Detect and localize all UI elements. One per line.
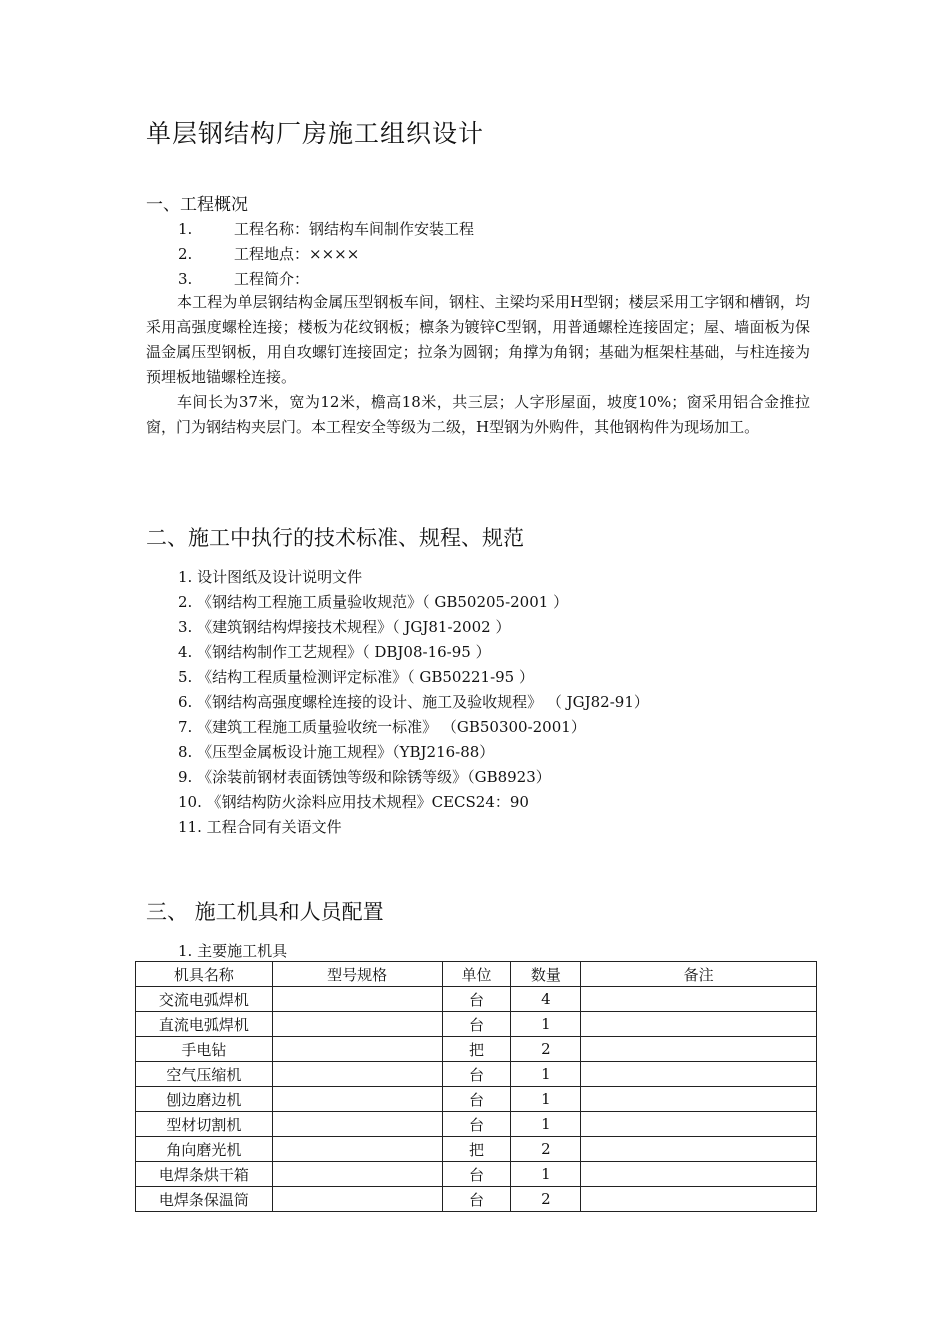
table-cell: 2	[511, 1137, 581, 1162]
table-row	[136, 1012, 817, 1037]
table-cell: 台	[442, 1187, 511, 1212]
table-cell	[272, 987, 442, 1012]
table-cell: 台	[442, 1012, 511, 1037]
table-cell	[581, 1112, 817, 1137]
column-header: 单位	[442, 962, 511, 987]
table-cell	[272, 1187, 442, 1212]
section1-item	[178, 243, 359, 264]
standard-item: 4. 《钢结构制作工艺规程》（ DBJ08-16-95 ）	[178, 643, 491, 661]
table-cell: 角向磨光机	[136, 1137, 273, 1162]
table-cell	[581, 1087, 817, 1112]
table-cell	[272, 1012, 442, 1037]
table-cell: 电焊条保温筒	[136, 1187, 273, 1212]
table-header-row	[136, 962, 817, 987]
section3-heading: 三、 施工机具和人员配置	[146, 900, 384, 924]
table-cell	[581, 1062, 817, 1087]
item-number: 1.	[178, 220, 193, 238]
table-cell: 1	[511, 1162, 581, 1187]
table-cell: 交流电弧焊机	[136, 987, 273, 1012]
overview-paragraph: 本工程为单层钢结构金属压型钢板车间，钢柱、主梁均采用H型钢；楼层采用工字钢和槽钢，均采用高强度螺栓连接；楼板为花纹钢板；檩条为镀锌C型钢，用普通螺栓连接固定；屋、墙面板为保温金属压型钢板，用自攻螺钉连接固定；拉条为圆钢；角撑为角钢；基础为框架柱基础，与柱连接为预埋板地锚螺栓连接。	[146, 293, 810, 386]
table-cell: 电焊条烘干箱	[136, 1162, 273, 1187]
item-text: 工程名称：钢结构车间制作安装工程	[234, 220, 475, 238]
table-row	[136, 1037, 817, 1062]
column-header: 数量	[511, 962, 581, 987]
column-header: 备注	[581, 962, 817, 987]
table-cell	[272, 1137, 442, 1162]
table-cell: 台	[442, 1112, 511, 1137]
standard-item: 11. 工程合同有关语文件	[178, 818, 342, 836]
standard-item: 2. 《钢结构工程施工质量验收规范》（ GB50205-2001 ）	[178, 593, 569, 611]
table-cell	[581, 1012, 817, 1037]
standard-item: 8. 《压型金属板设计施工规程》（YBJ216-88）	[178, 743, 495, 761]
table-cell	[581, 1162, 817, 1187]
standard-item: 1. 设计图纸及设计说明文件	[178, 568, 363, 586]
item-number: 3.	[178, 270, 193, 288]
table-cell: 1	[511, 1112, 581, 1137]
table-cell: 台	[442, 1062, 511, 1087]
table-cell: 4	[511, 987, 581, 1012]
standard-item: 5. 《结构工程质量检测评定标准》（ GB50221-95 ）	[178, 668, 534, 686]
table-row	[136, 1162, 817, 1187]
table-cell	[272, 1162, 442, 1187]
table-row	[136, 1137, 817, 1162]
table-cell	[272, 1087, 442, 1112]
column-header: 机具名称	[136, 962, 273, 987]
table-cell	[581, 1187, 817, 1212]
table-cell: 1	[511, 1012, 581, 1037]
document-title: 单层钢结构厂房施工组织设计	[146, 119, 485, 148]
item-text: 工程简介：	[234, 270, 310, 288]
table-row	[136, 987, 817, 1012]
table-cell: 型材切割机	[136, 1112, 273, 1137]
table-row	[136, 1187, 817, 1212]
column-header: 型号规格	[272, 962, 442, 987]
table-cell	[581, 1137, 817, 1162]
section1-heading: 一、工程概况	[146, 195, 248, 215]
table-row	[136, 1112, 817, 1137]
table-cell: 把	[442, 1137, 511, 1162]
tools-table	[135, 961, 817, 1212]
standard-item: 6. 《钢结构高强度螺栓连接的设计、施工及验收规程》 （ JGJ82-91）	[178, 693, 649, 711]
item-number: 2.	[178, 245, 193, 263]
standard-item: 9. 《涂装前钢材表面锈蚀等级和除锈等级》（GB8923）	[178, 768, 551, 786]
table-cell	[581, 1037, 817, 1062]
table-cell: 1	[511, 1087, 581, 1112]
tools-subheading: 1. 主要施工机具	[178, 942, 288, 960]
table-cell: 台	[442, 1162, 511, 1187]
table-cell	[272, 1037, 442, 1062]
section2-heading: 二、施工中执行的技术标准、规程、规范	[146, 526, 524, 550]
table-row	[136, 1062, 817, 1087]
standard-item: 10. 《钢结构防火涂料应用技术规程》CECS24：90	[178, 793, 529, 811]
table-cell: 2	[511, 1187, 581, 1212]
table-cell	[272, 1112, 442, 1137]
standard-item: 7. 《建筑工程施工质量验收统一标准》 （GB50300-2001）	[178, 718, 586, 736]
table-cell: 直流电弧焊机	[136, 1012, 273, 1037]
standard-item: 3. 《建筑钢结构焊接技术规程》（ JGJ81-2002 ）	[178, 618, 511, 636]
table-cell: 2	[511, 1037, 581, 1062]
table-cell	[581, 987, 817, 1012]
table-cell	[272, 1062, 442, 1087]
section1-item	[178, 218, 474, 239]
table-cell: 台	[442, 1087, 511, 1112]
table-cell: 刨边磨边机	[136, 1087, 273, 1112]
table-cell: 1	[511, 1062, 581, 1087]
section1-item	[178, 268, 309, 289]
overview-paragraph: 车间长为37米，宽为12米，檐高18米，共三层；人字形屋面，坡度10%；窗采用铝合金推拉窗，门为钢结构夹层门。本工程安全等级为二级，H型钢为外购件，其他钢构件为现场加工。	[146, 393, 810, 436]
table-row	[136, 1087, 817, 1112]
table-cell: 手电钻	[136, 1037, 273, 1062]
table-cell: 空气压缩机	[136, 1062, 273, 1087]
item-text: 工程地点：××××	[234, 245, 360, 263]
table-cell: 把	[442, 1037, 511, 1062]
table-cell: 台	[442, 987, 511, 1012]
